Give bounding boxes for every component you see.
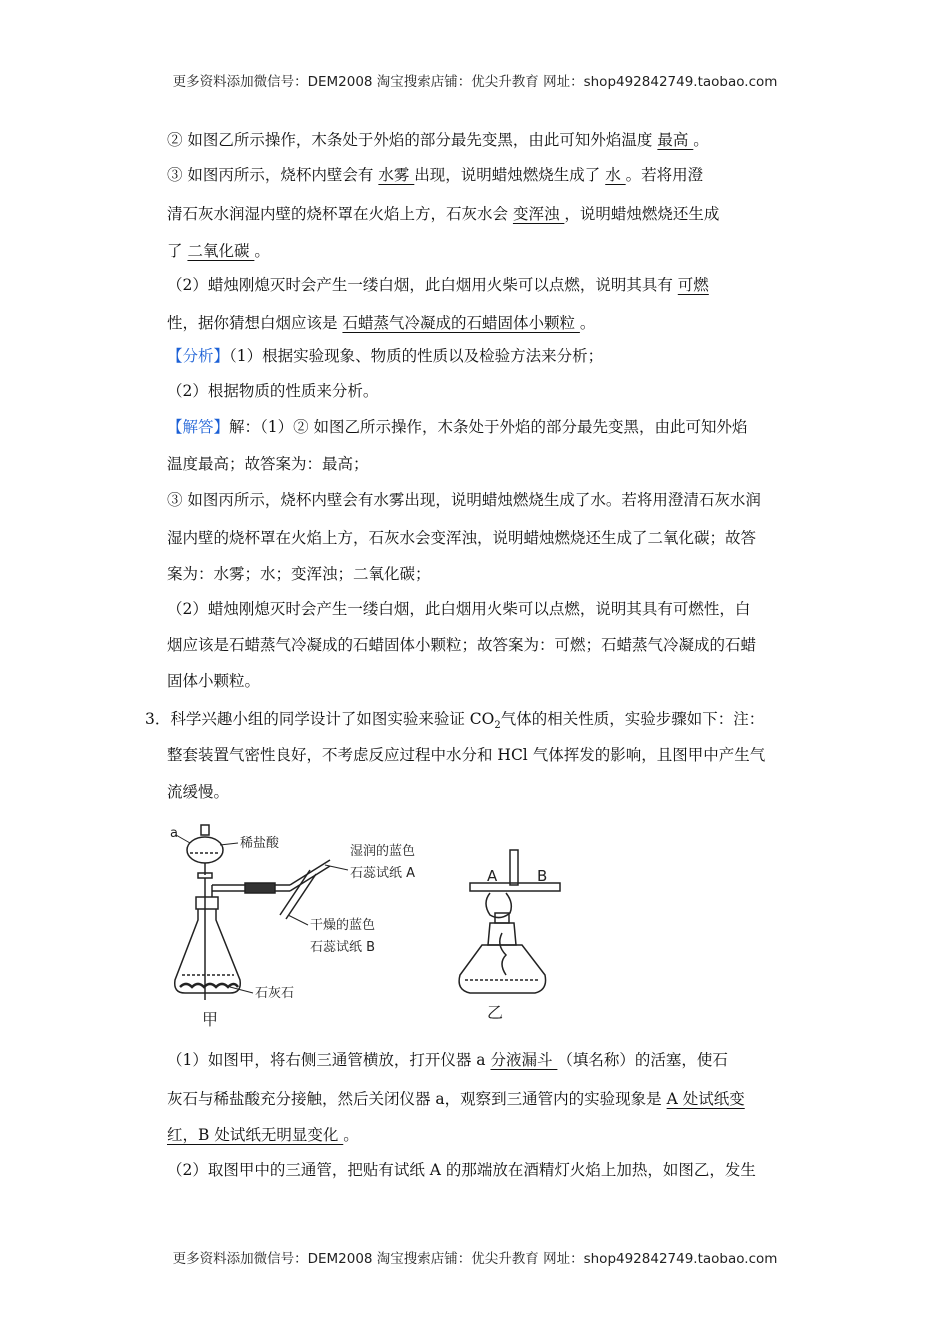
para-line: 了 二氧化碳 。	[167, 242, 270, 260]
question-3-line: 3．科学兴趣小组的同学设计了如图实验来验证 $CO_2$气体的相关性质，实验步骤如下：注：	[145, 710, 765, 732]
analysis-line: 【分析】（1）根据实验现象、物质的性质以及检验方法来分析；	[167, 347, 604, 365]
para-line: （2）取图甲中的三通管，把贴有试纸 A 的那端放在酒精灯火焰上加热，如图乙，发生	[167, 1161, 756, 1179]
answer-blank: 最高	[657, 131, 694, 149]
page-header: 更多资料添加微信号：DEM2008 淘宝搜索店铺：优尖升教育 网址：shop492842749.taobao.com	[172, 74, 778, 90]
page-footer: 更多资料添加微信号：DEM2008 淘宝搜索店铺：优尖升教育 网址：shop492842749.taobao.com	[172, 1251, 778, 1267]
label-a: a	[170, 826, 178, 841]
para-line: 固体小颗粒。	[167, 672, 261, 690]
answer-blank: 石蜡蒸气冷凝成的石蜡固体小颗粒	[342, 314, 580, 332]
solution-tag: 【解答】	[167, 418, 230, 436]
para-line: 案为：水雾；水；变浑浊；二氧化碳；	[167, 565, 431, 583]
para-line: 清石灰水润湿内壁的烧杯罩在火焰上方，石灰水会 变浑浊 ，说明蜡烛燃烧还生成	[167, 205, 720, 223]
answer-blank: 分液漏斗	[490, 1051, 558, 1069]
answer-blank: 水雾	[378, 166, 415, 184]
para-line: （2）根据物质的性质来分析。	[167, 382, 379, 400]
label-dry-2: 石蕊试纸 B	[310, 940, 376, 955]
label-limestone: 石灰石	[255, 986, 295, 1001]
label-B: B	[537, 867, 548, 885]
para-line: ② 如图乙所示操作，木条处于外焰的部分最先变黑，由此可知外焰温度 最高 。	[167, 131, 709, 149]
answer-blank: 二氧化碳	[187, 242, 255, 260]
para-line: 红，B 处试纸无明显变化 。	[167, 1126, 359, 1144]
para-line: 温度最高；故答案为：最高；	[167, 455, 369, 473]
para-line: ③ 如图丙所示，烧杯内壁会有 水雾 出现，说明蜡烛燃烧生成了 水 。若将用澄	[167, 166, 704, 184]
answer-blank: A 处试纸变	[666, 1090, 745, 1108]
delivery-tube	[212, 860, 330, 919]
para-line: （1）如图甲，将右侧三通管横放，打开仪器 a 分液漏斗 （填名称）的活塞，使石	[167, 1051, 728, 1069]
label-dry-1: 干燥的蓝色	[310, 918, 376, 933]
label-A: A	[487, 867, 498, 885]
label-jia: 甲	[202, 1010, 219, 1029]
para-line: 灰石与稀盐酸充分接触，然后关闭仪器 a，观察到三通管内的实验现象是 A 处试纸变	[167, 1090, 745, 1108]
solution-line: 【解答】解：（1）② 如图乙所示操作，木条处于外焰的部分最先变黑，由此可知外焰	[167, 418, 748, 436]
answer-blank: 水	[605, 166, 626, 184]
answer-blank: 红，B 处试纸无明显变化	[167, 1126, 344, 1144]
answer-blank: 变浑浊	[512, 205, 565, 223]
para-line: ③ 如图丙所示，烧杯内壁会有水雾出现，说明蜡烛燃烧生成了水。若将用澄清石灰水润	[167, 491, 761, 509]
label-yi: 乙	[487, 1003, 504, 1022]
answer-blank: 可燃	[677, 276, 709, 294]
para-line: 流缓慢。	[167, 783, 230, 801]
label-wet-1: 湿润的蓝色	[350, 844, 416, 859]
label-acid: 稀盐酸	[240, 836, 280, 851]
question-number: 3．	[145, 710, 171, 728]
para-line: 湿内壁的烧杯罩在火焰上方，石灰水会变浑浊，说明蜡烛燃烧还生成了二氧化碳；故答	[167, 529, 757, 547]
para-line: （2）蜡烛刚熄灭时会产生一缕白烟，此白烟用火柴可以点燃，说明其具有可燃性，白	[167, 600, 751, 618]
analysis-tag: 【分析】	[167, 347, 230, 365]
para-line: 整套装置气密性良好，不考虑反应过程中水分和 HCl 气体挥发的影响，且图甲中产生气	[167, 746, 766, 764]
para-line: 性，据你猜想白烟应该是 石蜡蒸气冷凝成的石蜡固体小颗粒 。	[167, 314, 596, 332]
separatory-funnel	[187, 825, 223, 1000]
experiment-figure	[160, 815, 600, 1035]
conical-flask	[175, 897, 241, 993]
label-wet-2: 石蕊试纸 A	[350, 866, 416, 881]
para-line: （2）蜡烛刚熄灭时会产生一缕白烟，此白烟用火柴可以点燃，说明其具有 可燃	[167, 276, 709, 294]
para-line: 烟应该是石蜡蒸气冷凝成的石蜡固体小颗粒；故答案为：可燃；石蜡蒸气冷凝成的石蜡	[167, 636, 757, 654]
